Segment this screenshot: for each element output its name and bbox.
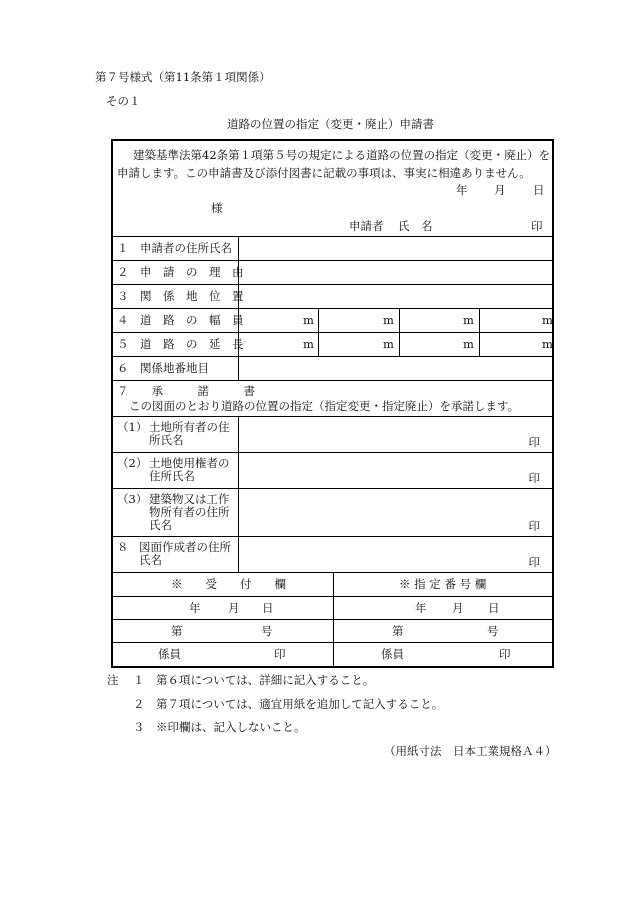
designation-staff-seal: 印 bbox=[499, 647, 511, 661]
road-width-label: ４ 道 路 の 幅 員 bbox=[117, 313, 244, 327]
reception-day: 日 bbox=[262, 601, 274, 615]
consent-item-land-user bbox=[113, 453, 552, 489]
road-length-label: ５ 道 路 の 延 長 bbox=[117, 337, 244, 351]
consent-item-building-owner bbox=[113, 489, 552, 537]
consent-item-2-seal: 印 bbox=[528, 470, 540, 485]
width-unit-4: m bbox=[542, 313, 553, 327]
lot-numbers-label: ６ 関係地番地目 bbox=[117, 361, 209, 375]
date-year-label: 年 bbox=[456, 183, 468, 197]
length-unit-4: m bbox=[542, 337, 553, 351]
designation-dai: 第 bbox=[392, 624, 404, 638]
office-staff-row bbox=[113, 643, 552, 666]
consent-heading-block bbox=[113, 381, 552, 417]
consent-heading: ７ 承 諾 書 bbox=[117, 384, 255, 398]
reception-staff-label: 係員 bbox=[158, 647, 181, 661]
date-month-label: 月 bbox=[494, 183, 506, 197]
addressee-label: 様 bbox=[211, 201, 223, 215]
consent-item-1-label: 土地所有者の住所氏名 bbox=[149, 420, 230, 447]
notes-label: 注 bbox=[107, 673, 119, 687]
row-location bbox=[113, 285, 552, 309]
applicant-name-label: 氏 名 bbox=[398, 219, 433, 233]
note-1-text: 第６項については、詳細に記入すること。 bbox=[156, 673, 375, 687]
applicant-seal-mark: 印 bbox=[531, 219, 543, 233]
consent-item-1-seal: 印 bbox=[528, 434, 540, 449]
row-lot-numbers bbox=[113, 357, 552, 381]
note-3-number: ３ bbox=[133, 720, 145, 734]
width-unit-2: m bbox=[383, 313, 394, 327]
reception-heading: ※ 受 付 欄 bbox=[171, 577, 286, 591]
drafter-label: 図面作成者の住所氏名 bbox=[139, 540, 231, 567]
length-unit-2: m bbox=[383, 337, 394, 351]
reason-label: ２ 申 請 の 理 由 bbox=[117, 265, 244, 279]
intro-line-1: 建築基準法第42条第１項第５号の規定による道路の位置の指定（変更・廃止）を bbox=[133, 148, 551, 162]
page-title: 道路の位置の指定（変更・廃止）申請書 bbox=[227, 117, 434, 131]
location-label: ３ 関 係 地 位 置 bbox=[117, 289, 244, 303]
date-day-label: 日 bbox=[533, 183, 545, 197]
application-form-table bbox=[111, 139, 554, 668]
note-2-number: ２ bbox=[133, 697, 145, 711]
width-unit-1: m bbox=[303, 313, 314, 327]
office-number-row bbox=[113, 620, 552, 643]
reception-go: 号 bbox=[261, 624, 273, 638]
reception-staff-seal: 印 bbox=[274, 647, 286, 661]
intro-line-2: 申請します。この申請書及び添付図書に記載の事項は、事実に相違ありません。 bbox=[117, 166, 531, 180]
length-unit-3: m bbox=[463, 337, 474, 351]
consent-item-2-label: 土地使用権者の住所氏名 bbox=[149, 456, 230, 483]
intro-block bbox=[113, 141, 552, 237]
row-drafter bbox=[113, 537, 552, 573]
width-unit-3: m bbox=[463, 313, 474, 327]
row-reason bbox=[113, 261, 552, 285]
note-1-number: １ bbox=[133, 673, 145, 687]
row-road-length bbox=[113, 333, 552, 357]
consent-item-land-owner bbox=[113, 417, 552, 453]
designation-month: 月 bbox=[452, 601, 464, 615]
reception-dai: 第 bbox=[171, 624, 183, 638]
reception-year: 年 bbox=[189, 601, 201, 615]
consent-item-3-number: （3） bbox=[117, 492, 148, 506]
form-number: 第７号様式（第11条第１項関係） bbox=[95, 70, 271, 84]
note-3-text: ※印欄は、記入しないこと。 bbox=[156, 720, 306, 734]
consent-item-3-label: 建築物又は工作物所有者の住所氏名 bbox=[149, 492, 230, 532]
consent-item-1-number: （1） bbox=[117, 420, 148, 434]
designation-heading: ※ 指 定 番 号 欄 bbox=[399, 577, 487, 591]
office-headings-row bbox=[113, 573, 552, 597]
length-unit-1: m bbox=[303, 337, 314, 351]
applicant-address-label: １ 申請者の住所氏名 bbox=[117, 241, 232, 255]
row-applicant-address bbox=[113, 237, 552, 261]
drafter-number: ８ bbox=[117, 540, 129, 554]
note-2-text: 第７項については、適宜用紙を追加して記入すること。 bbox=[156, 697, 444, 711]
paper-size-note: （用紙寸法 日本工業規格Ａ４） bbox=[384, 744, 557, 758]
designation-year: 年 bbox=[415, 601, 427, 615]
consent-text: この図面のとおり道路の位置の指定（指定変更・指定廃止）を承諾します。 bbox=[129, 399, 520, 413]
sub-number: その１ bbox=[106, 94, 141, 108]
drafter-seal: 印 bbox=[528, 554, 540, 569]
designation-go: 号 bbox=[487, 624, 499, 638]
designation-staff-label: 係員 bbox=[381, 647, 404, 661]
designation-day: 日 bbox=[488, 601, 500, 615]
row-road-width bbox=[113, 309, 552, 333]
applicant-label: 申請者 bbox=[349, 219, 384, 233]
consent-item-2-number: （2） bbox=[117, 456, 148, 470]
reception-month: 月 bbox=[228, 601, 240, 615]
consent-item-3-seal: 印 bbox=[528, 518, 540, 533]
office-date-row bbox=[113, 597, 552, 620]
